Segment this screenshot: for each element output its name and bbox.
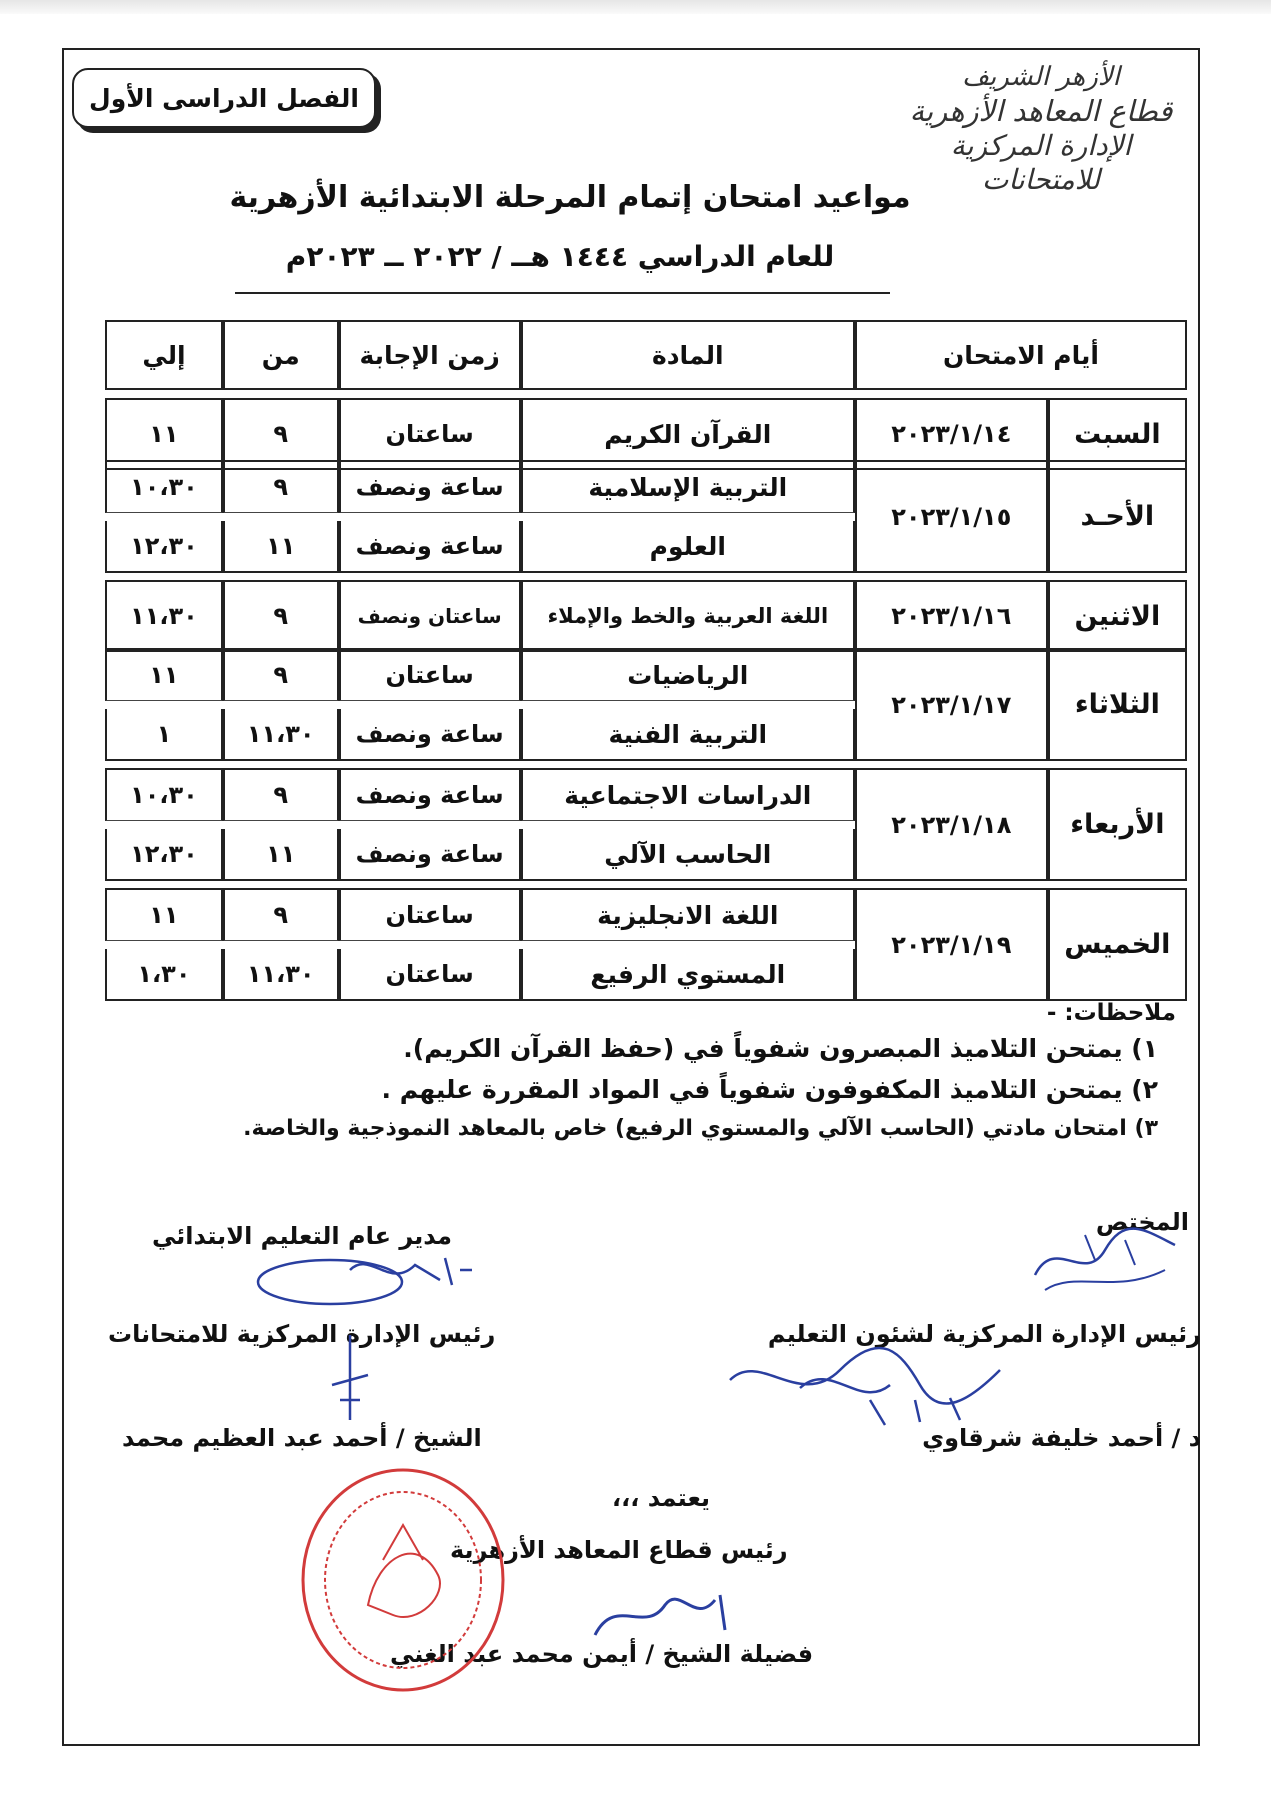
name-edu-affairs: د / أحمد خليفة شرقاوي xyxy=(922,1424,1201,1452)
general-director-signature xyxy=(240,1240,480,1320)
to-cell: ١٢،٣٠ xyxy=(105,521,223,573)
from-cell: ١١،٣٠ xyxy=(223,949,339,1001)
from-cell: ٩ xyxy=(223,888,339,941)
header-from: من xyxy=(223,320,339,390)
to-cell: ١٠،٣٠ xyxy=(105,460,223,513)
sector-head-name: فضيلة الشيخ / أيمن محمد عبد الغني xyxy=(390,1640,814,1668)
date-cell: ٢٠٢٣/١/١٥ xyxy=(855,460,1048,573)
exam-schedule-table-tuesday xyxy=(105,640,1187,769)
date-cell: ٢٠٢٣/١/١٦ xyxy=(855,580,1048,652)
from-cell: ٩ xyxy=(223,398,339,470)
subject-cell: التربية الإسلامية xyxy=(521,460,855,513)
from-cell: ٩ xyxy=(223,460,339,513)
duration-cell: ساعتان xyxy=(339,949,521,1001)
specialist-signature xyxy=(1025,1215,1185,1300)
to-cell: ١١ xyxy=(105,888,223,941)
from-cell: ٩ xyxy=(223,580,339,652)
date-cell: ٢٠٢٣/١/١٩ xyxy=(855,888,1048,1001)
to-cell: ١١ xyxy=(105,648,223,701)
from-cell: ١١،٣٠ xyxy=(223,709,339,761)
day-cell: الأحـد xyxy=(1048,460,1187,573)
sector-head-signature xyxy=(585,1580,735,1650)
document-title: مواعيد امتحان إتمام المرحلة الابتدائية الأزهرية xyxy=(229,180,911,215)
header-to: إلي xyxy=(105,320,223,390)
subject-cell: القرآن الكريم xyxy=(521,398,855,470)
academic-year: للعام الدراسي ١٤٤٤ هــ / ٢٠٢٢ ــ ٢٠٢٣م xyxy=(285,240,835,273)
subject-cell: الدراسات الاجتماعية xyxy=(521,768,855,821)
date-cell: ٢٠٢٣/١/١٨ xyxy=(855,768,1048,881)
subject-cell: اللغة العربية والخط والإملاء xyxy=(521,580,855,652)
exam-schedule-table-wednesday xyxy=(105,760,1187,889)
head-exams-signature xyxy=(320,1330,380,1430)
duration-cell: ساعتان xyxy=(339,648,521,701)
from-cell: ٩ xyxy=(223,768,339,821)
organization-header xyxy=(891,62,1191,197)
to-cell: ١٠،٣٠ xyxy=(105,768,223,821)
approval-label: يعتمد ،،، xyxy=(612,1484,711,1512)
duration-cell: ساعة ونصف xyxy=(339,768,521,821)
day-cell: الثلاثاء xyxy=(1048,648,1187,761)
subject-cell: العلوم xyxy=(521,521,855,573)
table-row xyxy=(105,648,1187,701)
duration-cell: ساعة ونصف xyxy=(339,460,521,513)
head-edu-affairs-label: رئيس الإدارة المركزية لشئون التعليم xyxy=(767,1320,1201,1348)
to-cell: ١،٣٠ xyxy=(105,949,223,1001)
to-cell: ١١ xyxy=(105,398,223,470)
official-seal-stamp xyxy=(298,1465,508,1695)
to-cell: ١ xyxy=(105,709,223,761)
general-director-label: مدير عام التعليم الابتدائي xyxy=(152,1222,453,1250)
name-exams: الشيخ / أحمد عبد العظيم محمد xyxy=(122,1424,482,1452)
title-underline xyxy=(235,292,890,294)
note-item: ٣) امتحان مادتي (الحاسب الآلي والمستوي الرفيع) خاص بالمعاهد النموذجية والخاصة. xyxy=(243,1116,1158,1141)
exam-schedule-table-sunday xyxy=(105,452,1187,581)
date-cell: ٢٠٢٣/١/١٤ xyxy=(855,398,1048,470)
exam-schedule-table-thursday xyxy=(105,880,1187,1009)
from-cell: ١١ xyxy=(223,829,339,881)
scan-edge xyxy=(0,0,1271,14)
duration-cell: ساعة ونصف xyxy=(339,521,521,573)
org-line-1: الأزهر الشريف xyxy=(962,62,1120,92)
header-duration: زمن الإجابة xyxy=(339,320,521,390)
notes-section xyxy=(126,1000,1176,1153)
sector-head-label: رئيس قطاع المعاهد الأزهرية xyxy=(450,1536,788,1564)
notes-heading: ملاحظات: - xyxy=(1046,1000,1176,1026)
day-cell: الخميس xyxy=(1048,888,1187,1001)
specialist-label: المختص xyxy=(1095,1208,1189,1236)
subject-cell: الحاسب الآلي xyxy=(521,829,855,881)
duration-cell: ساعتان xyxy=(339,398,521,470)
table-header-row xyxy=(105,320,1187,390)
duration-cell: ساعتان ونصف xyxy=(339,580,521,652)
duration-cell: ساعتان xyxy=(339,888,521,941)
table-row xyxy=(105,460,1187,513)
to-cell: ١٢،٣٠ xyxy=(105,829,223,881)
from-cell: ٩ xyxy=(223,648,339,701)
from-cell: ١١ xyxy=(223,521,339,573)
subject-cell: الرياضيات xyxy=(521,648,855,701)
subject-cell: التربية الفنية xyxy=(521,709,855,761)
header-days: أيام الامتحان xyxy=(855,320,1187,390)
subject-cell: اللغة الانجليزية xyxy=(521,888,855,941)
header-subject: المادة xyxy=(521,320,855,390)
table-row xyxy=(105,888,1187,941)
org-line-2: قطاع المعاهد الأزهرية xyxy=(909,93,1173,128)
note-item: ٢) يمتحن التلاميذ المكفوفون شفوياً في المواد المقررة عليهم . xyxy=(381,1075,1158,1104)
head-edu-affairs-signature xyxy=(720,1340,1010,1430)
head-exams-label: رئيس الإدارة المركزية للامتحانات xyxy=(108,1320,496,1348)
date-cell: ٢٠٢٣/١/١٧ xyxy=(855,648,1048,761)
term-label: الفصل الدراسى الأول xyxy=(72,68,376,128)
day-cell: الاثنين xyxy=(1048,580,1187,652)
day-cell: السبت xyxy=(1048,398,1187,470)
org-line-3: الإدارة المركزية للامتحانات xyxy=(950,129,1132,197)
day-cell: الأربعاء xyxy=(1048,768,1187,881)
duration-cell: ساعة ونصف xyxy=(339,709,521,761)
note-item: ١) يمتحن التلاميذ المبصرون شفوياً في (حفظ القرآن الكريم). xyxy=(403,1034,1158,1063)
to-cell: ١١،٣٠ xyxy=(105,580,223,652)
duration-cell: ساعة ونصف xyxy=(339,829,521,881)
subject-cell: المستوي الرفيع xyxy=(521,949,855,1001)
table-row xyxy=(105,768,1187,821)
